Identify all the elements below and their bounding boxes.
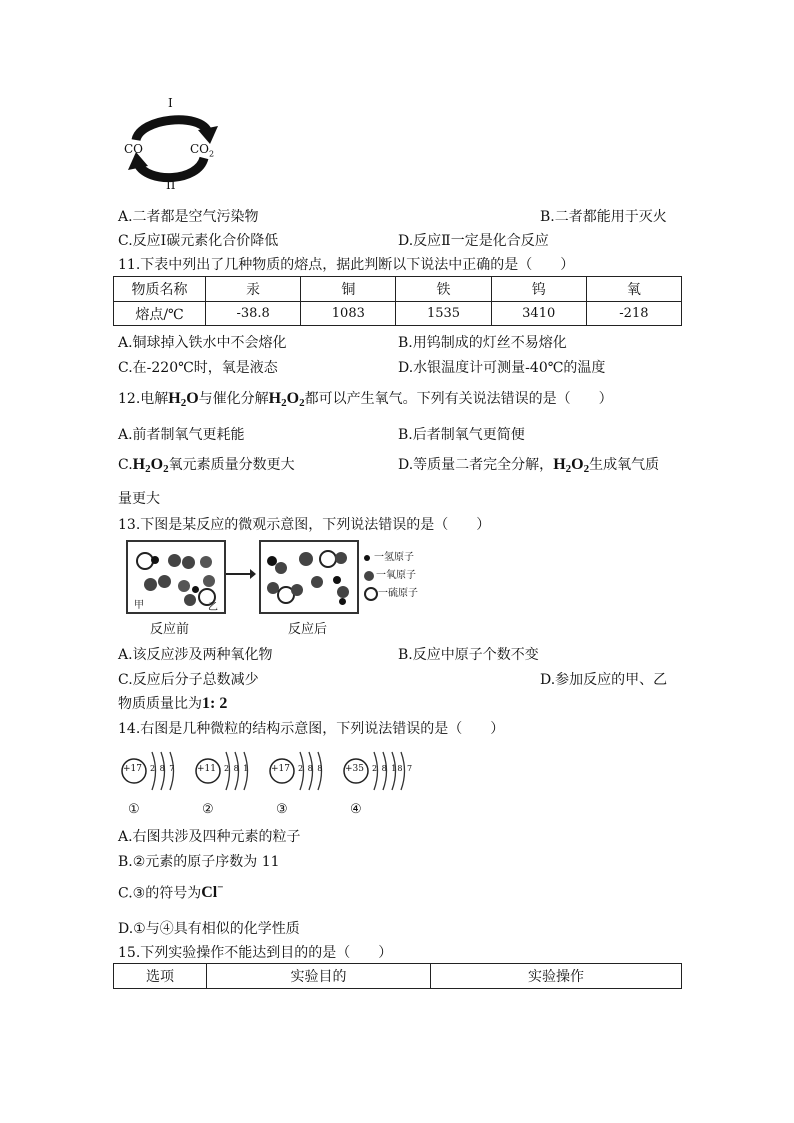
table-cell: 1535: [396, 302, 491, 326]
table-cell: 实验目的: [207, 964, 431, 989]
label-jia: 甲: [134, 600, 144, 611]
reaction-label-1: I: [168, 96, 173, 110]
nucleus-charge: +17: [123, 764, 142, 774]
q14-option-a: A.右图共涉及四种元素的粒子: [118, 829, 301, 845]
h2o2-formula: $H_2O_2$: [553, 456, 590, 475]
q12-option-d: D.等质量二者完全分解，$H_2O_2$生成氧气质: [398, 456, 660, 475]
q11-option-a: A.铜球掉入铁水中不会熔化: [118, 335, 287, 351]
caption-after: 反应后: [288, 622, 328, 637]
q13-stem: 13.下图是某反应的微观示意图，下列说法错误的是（ ）: [118, 517, 491, 533]
experiment-table: [113, 963, 682, 989]
shell-electrons: 2 8 18 7: [372, 764, 414, 773]
shell-electrons: 2 8 7: [150, 764, 176, 773]
q11-stem: 11.下表中列出了几种物质的熔点，据此判断以下说法中正确的是（ ）: [118, 257, 575, 273]
table-cell: -38.8: [206, 302, 301, 326]
nucleus-charge: +35: [345, 764, 364, 774]
particle-diagram: [118, 744, 188, 824]
q10-option-c: C.反应Ⅰ碳元素化合价降低: [118, 233, 279, 249]
particle-structure-diagrams: [118, 744, 418, 824]
table-cell: -218: [586, 302, 681, 326]
table-cell: 实验操作: [431, 964, 682, 989]
q14-option-c: C.③的符号为Cl−: [118, 882, 224, 902]
table-header-row: [114, 277, 682, 302]
q11-option-d: D.水银温度计可测量-40℃的温度: [398, 360, 606, 376]
particle-diagram: [266, 744, 336, 824]
q10-option-a: A.二者都是空气污染物: [118, 209, 259, 225]
q10-option-d: D.反应Ⅱ一定是化合反应: [398, 233, 549, 249]
melting-point-table: [113, 276, 682, 326]
carbon-cycle-diagram: [118, 96, 228, 192]
h2o2-formula: $H_2O_2$: [268, 390, 305, 409]
table-cell: 铁: [396, 277, 491, 302]
particle-diagram: [340, 744, 414, 824]
co-label: CO: [124, 142, 144, 156]
q14-option-d: D.①与④具有相似的化学性质: [118, 921, 300, 937]
table-header-row: [114, 964, 682, 989]
chloride-ion-symbol: Cl−: [201, 882, 224, 902]
q13-option-b: B.反应中原子个数不变: [398, 647, 539, 663]
particle-diagram: [192, 744, 262, 824]
q11-option-b: B.用钨制成的灯丝不易熔化: [398, 335, 567, 351]
reaction-arrow: [226, 568, 256, 580]
table-cell: 3410: [491, 302, 586, 326]
table-cell: 物质名称: [114, 277, 206, 302]
shell-electrons: 2 8 8: [298, 764, 324, 773]
label-yi: 乙: [208, 602, 218, 613]
q15-stem: 15.下列实验操作不能达到目的的是（ ）: [118, 945, 393, 961]
table-cell: 铜: [301, 277, 396, 302]
nucleus-charge: +11: [197, 764, 216, 774]
q13-option-d-continued: 物质质量比为1: 2: [118, 695, 228, 712]
q14-option-b: B.②元素的原子序数为 11: [118, 854, 280, 870]
table-cell: 熔点/℃: [114, 302, 206, 326]
co2-label: $CO_2$: [190, 142, 215, 159]
particle-label: ②: [202, 802, 214, 817]
h2o2-formula: $H_2O_2$: [132, 456, 169, 475]
table-row: [114, 302, 682, 326]
q12-option-c: $C.H_2O_2$氧元素质量分数更大: [118, 456, 295, 475]
particle-label: ①: [128, 802, 140, 817]
q13-option-a: A.该反应涉及两种氧化物: [118, 647, 273, 663]
reaction-label-2: II: [166, 178, 176, 192]
caption-before: 反应前: [150, 622, 190, 637]
q12-stem: 12.电解$H_2O$与催化分解$H_2O_2$都可以产生氧气。下列有关说法错误的是（ ）: [118, 390, 613, 409]
h2o-formula: $H_2O$: [168, 390, 199, 409]
table-cell: 汞: [206, 277, 301, 302]
q12-option-d-continued: 量更大: [118, 491, 160, 507]
q12-option-a: A.前者制氧气更耗能: [118, 427, 245, 443]
table-cell: 钨: [491, 277, 586, 302]
shell-electrons: 2 8 1: [224, 764, 250, 773]
mass-ratio: 1: 2: [202, 695, 228, 712]
nucleus-charge: +17: [271, 764, 290, 774]
particle-label: ③: [276, 802, 288, 817]
table-cell: 选项: [114, 964, 207, 989]
table-cell: 氧: [586, 277, 681, 302]
q13-option-c: C.反应后分子总数减少: [118, 672, 259, 688]
q11-option-c: C.在-220℃时，氧是液态: [118, 360, 278, 376]
before-reaction-box: [126, 540, 226, 614]
q12-option-b: B.后者制氧气更简便: [398, 427, 525, 443]
q13-option-d: D.参加反应的甲、乙: [540, 672, 668, 688]
q14-stem: 14.右图是几种微粒的结构示意图，下列说法错误的是（ ）: [118, 721, 505, 737]
particle-label: ④: [350, 802, 362, 817]
table-cell: 1083: [301, 302, 396, 326]
q10-option-b: B.二者都能用于灭火: [540, 209, 667, 225]
atom-legend: 一氢原子 一氧原子 一硫原子: [364, 548, 418, 602]
after-reaction-box: [259, 540, 359, 614]
